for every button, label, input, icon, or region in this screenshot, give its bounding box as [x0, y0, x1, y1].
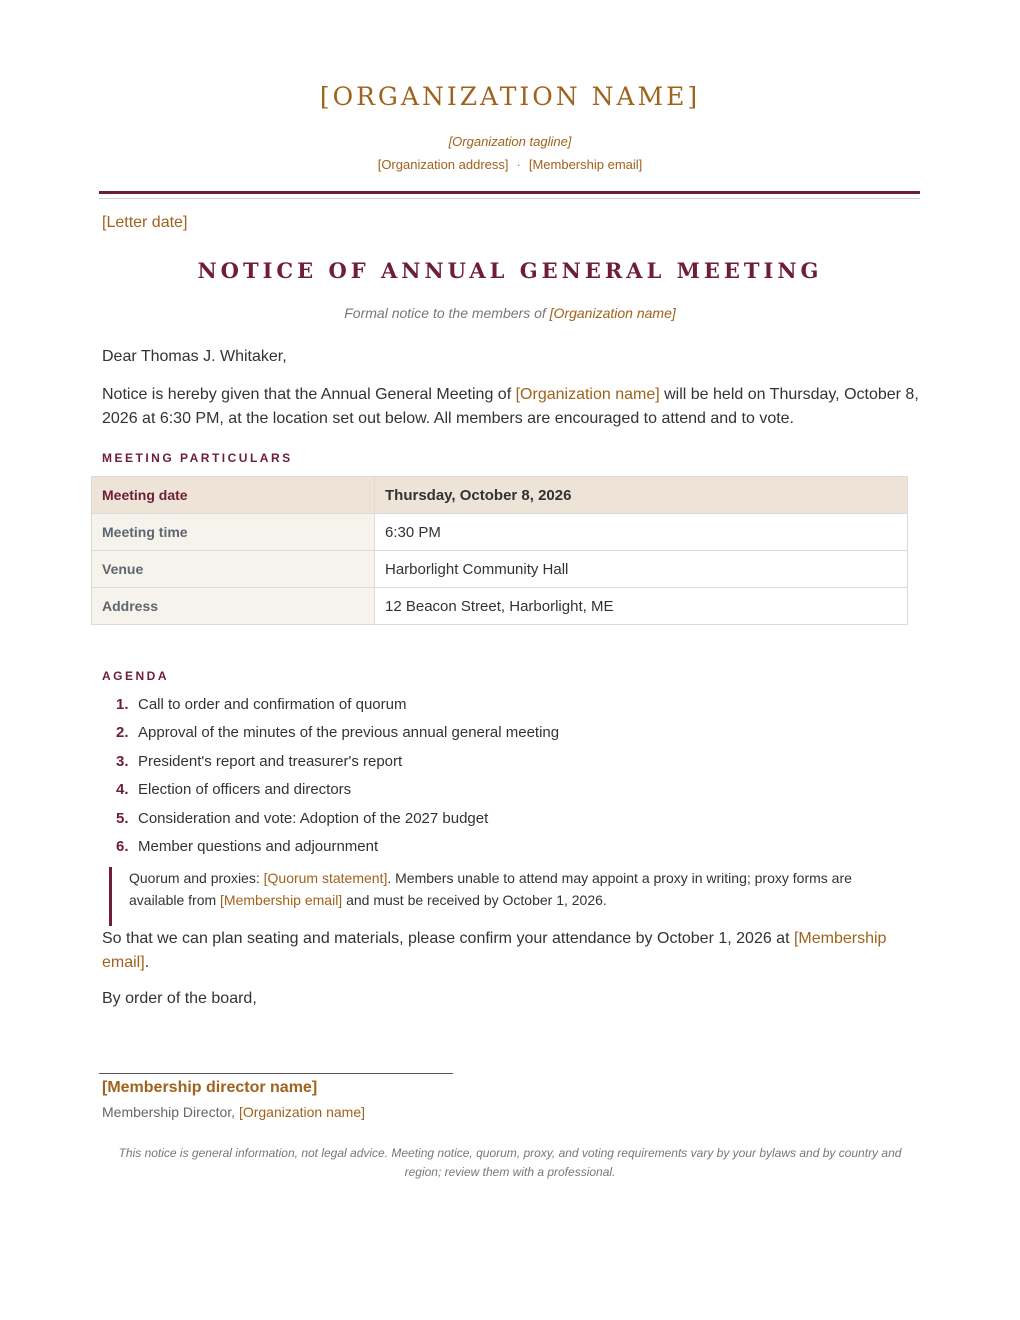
membership-email: [Membership email] — [528, 157, 643, 172]
agenda-number: 6. — [116, 837, 129, 855]
agenda-number: 2. — [116, 724, 129, 742]
row-label: Meeting date — [92, 477, 375, 514]
table-row — [92, 588, 908, 625]
signatory-role: Membership Director, — [102, 1104, 239, 1120]
agenda-number: 1. — [116, 696, 129, 713]
agenda-number: 5. — [116, 809, 129, 827]
document-subtitle — [0, 305, 1020, 321]
list-item — [102, 750, 559, 778]
agenda-number-cell — [102, 807, 138, 831]
contact-line — [0, 157, 1020, 172]
row-value: Thursday, October 8, 2026 — [375, 477, 908, 514]
intro-text-end: will be held on Thursday, October 8, 2026 at 6:30 PM, at the location set out below. All members are encouraged to attend and to vote. — [102, 386, 919, 427]
quorum-placeholder: [Quorum statement] — [263, 870, 388, 886]
signatory-name: [Membership director name] — [102, 1079, 318, 1096]
agenda-number: 3. — [116, 752, 129, 770]
salutation: Dear Thomas J. Whitaker, — [102, 348, 287, 365]
organization-name: [ORGANIZATION NAME] — [319, 82, 701, 111]
closing-line: By order of the board, — [102, 990, 257, 1007]
separator-dot: · — [516, 157, 521, 172]
signatory-org-placeholder: [Organization name] — [238, 1104, 366, 1120]
list-item — [102, 693, 559, 721]
agenda-text: Election of officers and directors — [138, 781, 352, 799]
agenda-text: President's report and treasurer's report — [138, 752, 403, 770]
table-row — [92, 477, 908, 514]
table-row — [92, 551, 908, 588]
row-value: 6:30 PM — [375, 514, 908, 551]
agenda-number-cell — [102, 721, 138, 745]
row-label: Venue — [92, 551, 375, 588]
quorum-note — [109, 867, 889, 926]
agenda-text: Call to order and confirmation of quorum — [138, 696, 407, 713]
signature-line — [99, 1073, 453, 1074]
agenda-number: 4. — [116, 781, 129, 799]
disclaimer: This notice is general information, not legal advice. Meeting notice, quorum, proxy, and voting requirements vary by your bylaws and by country and region; review them with a professional. — [118, 1146, 902, 1179]
organization-tagline: [Organization tagline] — [448, 134, 572, 149]
agenda-number-cell — [102, 750, 138, 774]
header-rule-thin — [99, 198, 920, 199]
list-item — [102, 721, 559, 749]
signatory-title — [102, 1104, 365, 1120]
table-row — [92, 514, 908, 551]
agenda-number-cell — [102, 778, 138, 802]
header-rule — [99, 191, 920, 194]
list-item — [102, 807, 559, 835]
row-value: Harborlight Community Hall — [375, 551, 908, 588]
agenda-number-cell — [102, 835, 138, 859]
subtitle-text: Formal notice to the members of — [344, 305, 550, 321]
intro-text-start: Notice is hereby given that the Annual General Meeting of — [102, 386, 516, 403]
quorum-prefix: Quorum and proxies: — [129, 870, 264, 886]
agenda-number-cell — [102, 693, 138, 717]
confirm-text: So that we can plan seating and materials, please confirm your attendance by October 1, 2026 at — [102, 930, 794, 947]
subtitle-org-placeholder: [Organization name] — [549, 305, 676, 321]
confirm-email-placeholder: [Membership email] — [102, 930, 887, 971]
quorum-suffix: and must be received by October 1, 2026. — [342, 892, 607, 908]
intro-paragraph — [102, 383, 920, 431]
organization-address: [Organization address] — [377, 157, 509, 172]
meeting-particulars-table — [91, 476, 908, 625]
quorum-email-placeholder: [Membership email] — [220, 892, 343, 908]
agenda-text: Consideration and vote: Adoption of the 2027 budget — [138, 809, 489, 827]
row-label: Meeting time — [92, 514, 375, 551]
document-title: NOTICE OF ANNUAL GENERAL MEETING — [197, 258, 823, 283]
confirm-paragraph — [102, 927, 920, 975]
particulars-heading: MEETING PARTICULARS — [102, 451, 293, 465]
list-item — [102, 835, 559, 863]
list-item — [102, 778, 559, 806]
row-value: 12 Beacon Street, Harborlight, ME — [375, 588, 908, 625]
quorum-middle: . Members unable to attend may appoint a proxy in writing; proxy forms are available from — [129, 870, 852, 908]
agenda-text: Approval of the minutes of the previous annual general meeting — [138, 724, 560, 742]
agenda-heading: AGENDA — [102, 669, 170, 683]
letter-date: [Letter date] — [102, 214, 188, 231]
agenda-text: Member questions and adjournment — [138, 837, 379, 855]
confirm-end: . — [144, 954, 150, 971]
intro-org-placeholder: [Organization name] — [515, 386, 660, 403]
row-label: Address — [92, 588, 375, 625]
agenda-list — [102, 693, 559, 863]
